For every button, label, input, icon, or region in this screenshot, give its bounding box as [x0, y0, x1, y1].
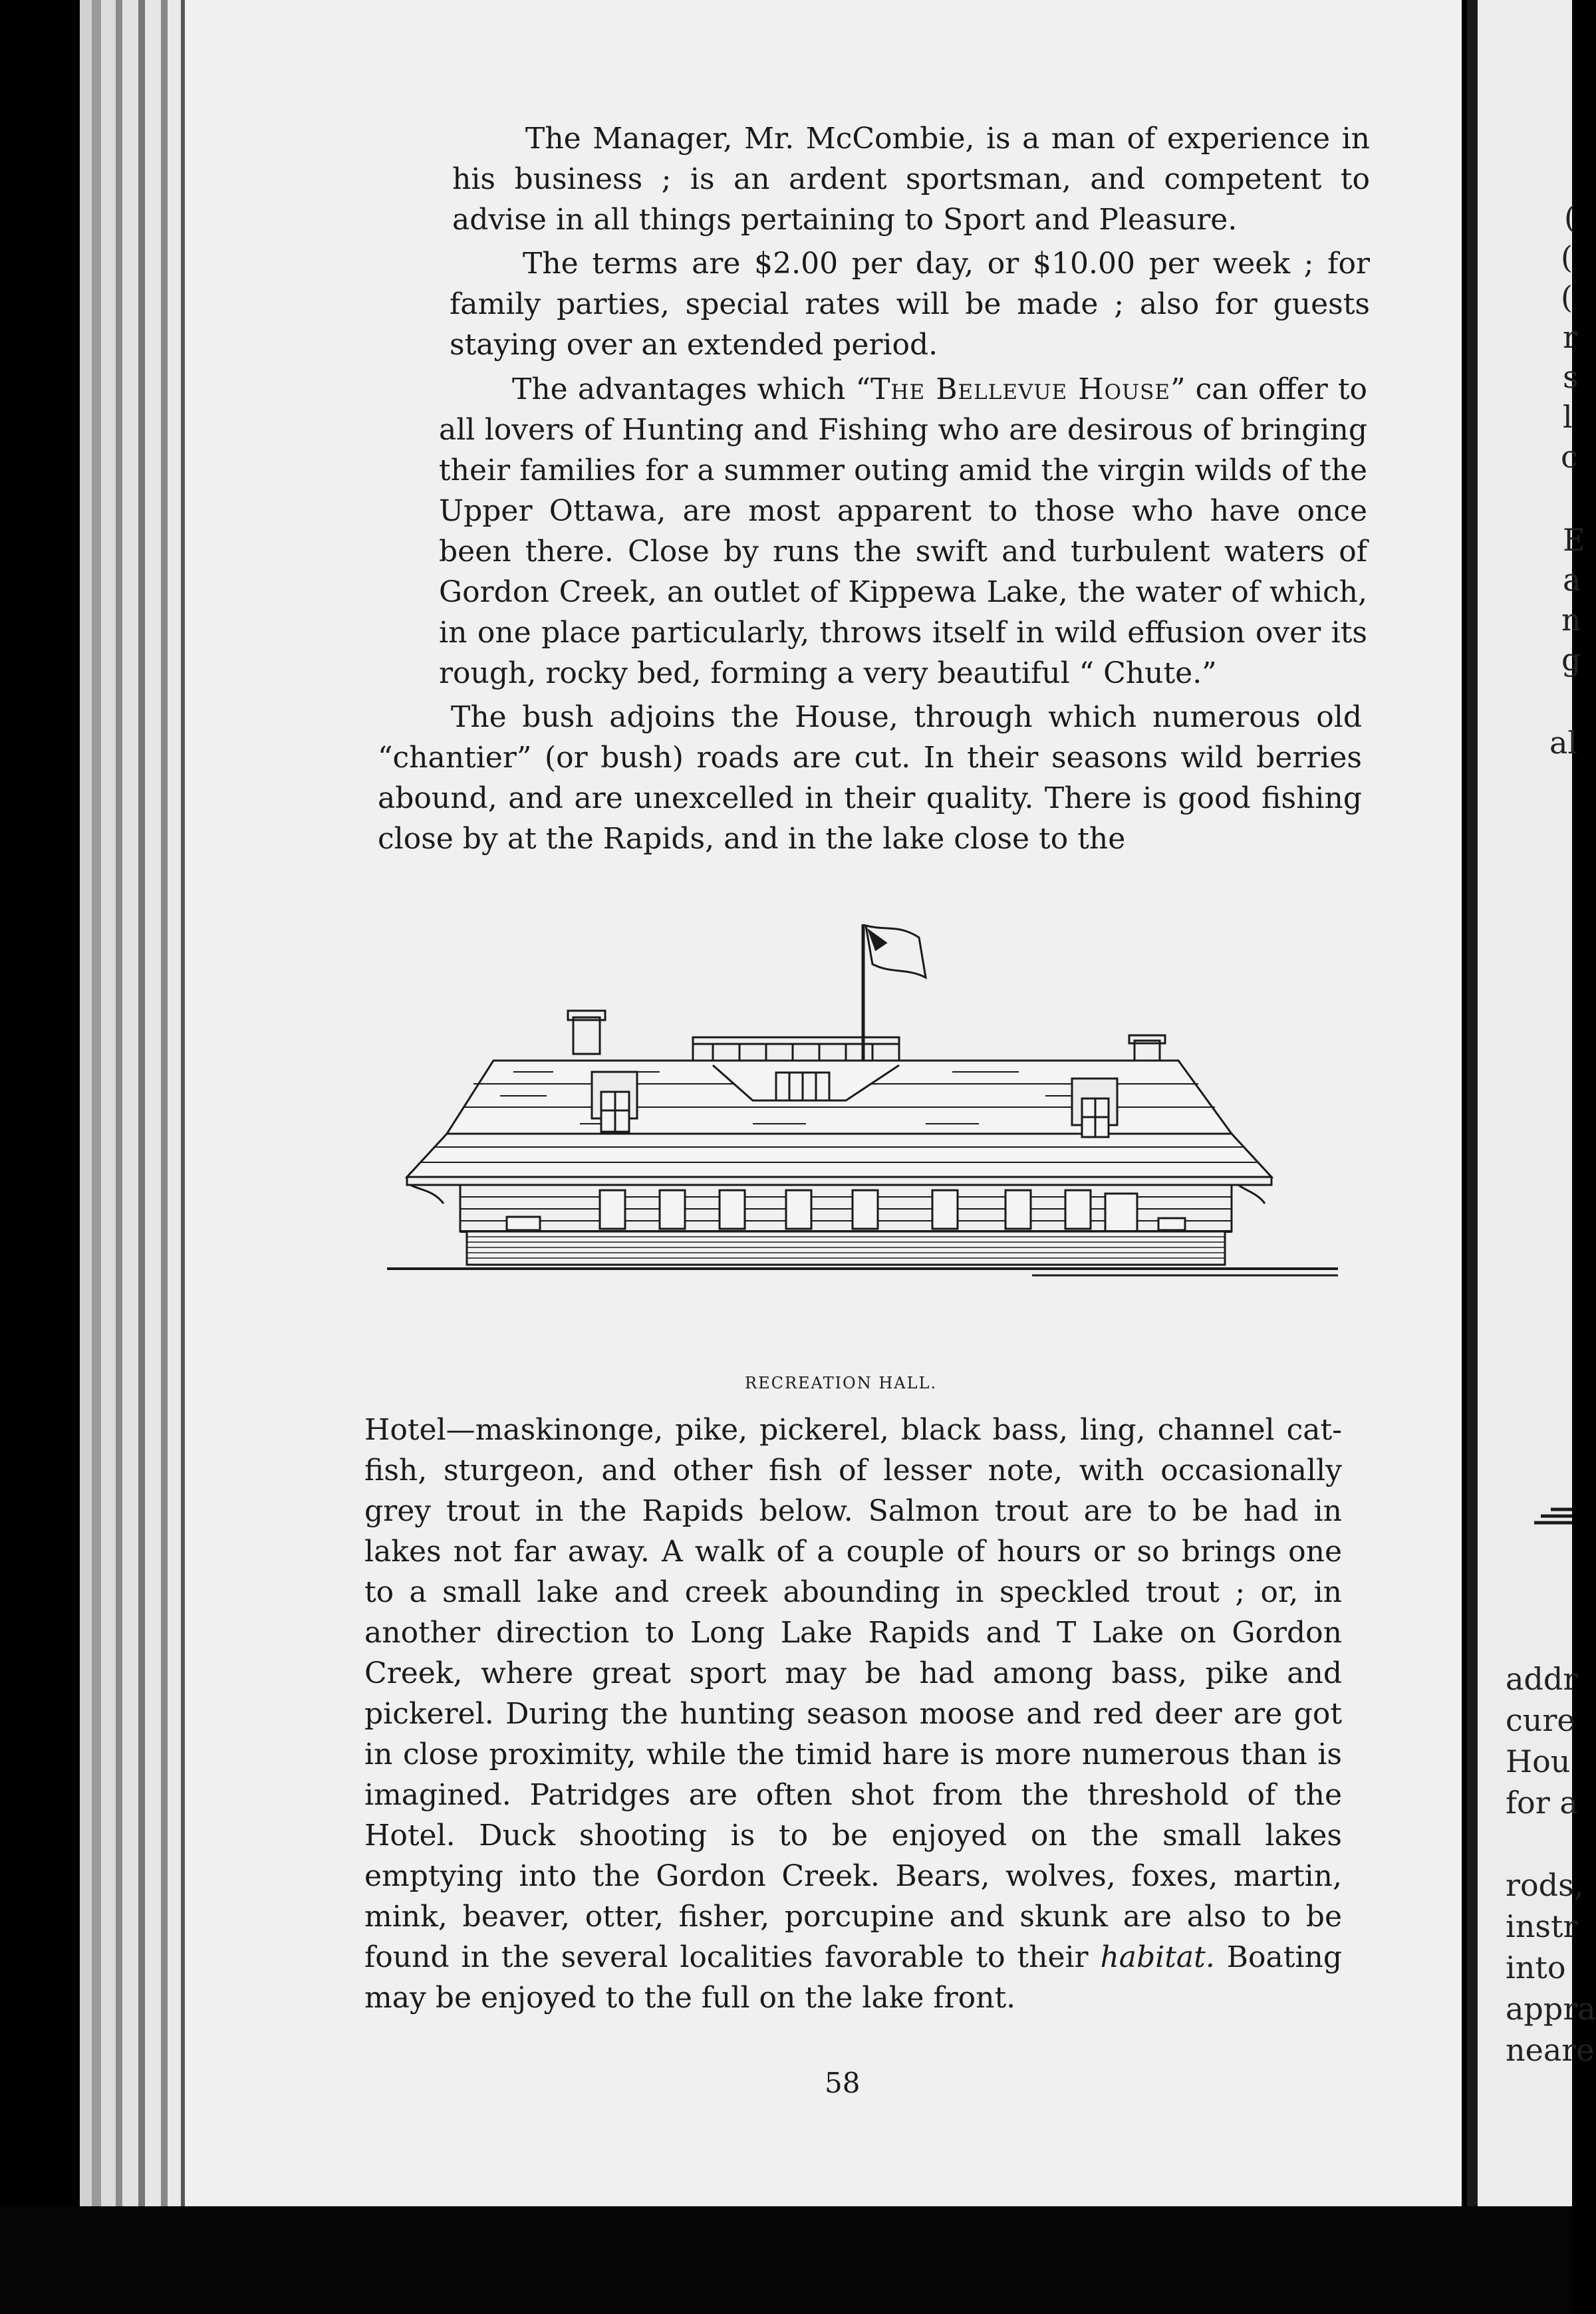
- page-number: 58: [825, 2067, 861, 2099]
- facing-fragment: for a: [1506, 1785, 1578, 1821]
- page-edge: [116, 0, 122, 2314]
- page-edge: [145, 0, 161, 2314]
- facing-fragment: E: [1563, 522, 1585, 558]
- facing-fragment: instr: [1506, 1908, 1578, 1944]
- paragraph-bush: The bush adjoins the House, through which numerous old “chantier” (or bush) roads are cut. In their seasons wild berries abound, and are unexcelled in their quality. There is good fishing close by at the Rapids, and in the lake close to the: [378, 700, 1362, 856]
- facing-fragment: n: [1561, 602, 1581, 638]
- gutter-shadow: [1467, 0, 1478, 2206]
- page-edge: [138, 0, 145, 2314]
- facing-fragment: rods,: [1506, 1867, 1584, 1903]
- facing-ornament: [1534, 1496, 1572, 1529]
- page-edge: [168, 0, 181, 2314]
- facing-fragment: c: [1561, 439, 1578, 475]
- facing-fragment: addr: [1506, 1661, 1578, 1697]
- paragraph-fishing-hunting: [364, 1410, 1342, 2018]
- facing-fragment: into: [1506, 1950, 1566, 1986]
- facing-fragment: a: [1563, 562, 1581, 598]
- continuation-text: Hotel—maskinonge, pike, pickerel, black bass, ling, channel cat-fish, sturgeon, and other fish of lesser note, with occasionally grey trout in the Rapids below. Salmon trout are to be had in lakes not far away. A walk of a couple of hours or so brings one to a small lake and creek abounding in speckled trout ; or, in another direction to Long Lake Rapids and T Lake on Gordon Creek, where great sport may be had among bass, pike and pickerel. During the hunting season moose and red deer are got in close proximity, while the timid hare is more numerous than is imagined. Patridges are often shot from the threshold of the Hotel. Duck shooting is to be enjoyed on the small lakes emptying into the Gordon Creek. Bears, wolves, foxes, martin, mink, beaver, otter, fisher, porcupine and skunk are also to be found in the several localities favorable to their: [364, 1413, 1342, 1974]
- facing-fragment: (: [1561, 239, 1573, 275]
- advantages-text-start: The advantages which “: [512, 372, 871, 406]
- scan-bottom-border: [0, 2206, 1572, 2314]
- advantages-text-end: ” can offer to all lovers of Hunting and Fishing who are desirous of bringing their families for a summer outing amid the virgin wilds of the Upper Ottawa, are most apparent to those who have once been there. Close by runs the swift and turbulent waters of Gordon Creek, an outlet of Kippewa Lake, the water of which, in one place particularly, throws itself in wild effusion over its rough, rocky bed, forming a very beautiful “ Chute.”: [439, 372, 1367, 690]
- italic-habitat: habitat.: [1100, 1940, 1215, 1974]
- continuation-end: Boating may be enjoyed to the full on the lake front.: [364, 1940, 1342, 2015]
- facing-fragment: Hou: [1506, 1743, 1571, 1779]
- facing-fragment: (: [1561, 279, 1573, 315]
- page-edge: [80, 0, 92, 2314]
- facing-fragment: g: [1561, 642, 1581, 678]
- paragraph-manager: The Manager, Mr. McCombie, is a man of experience in his business ; is an ardent sportsman, and competent to advise in all things pertaining to Sport and Pleasure.: [452, 122, 1370, 237]
- facing-fragment: neare: [1506, 2032, 1595, 2068]
- facing-fragment: r: [1563, 319, 1577, 355]
- facing-page: [1478, 0, 1596, 2206]
- page-edge: [122, 0, 138, 2314]
- facing-fragment: al: [1549, 725, 1578, 761]
- facing-fragment: s: [1563, 359, 1579, 395]
- facing-fragment: appra: [1506, 1991, 1596, 2027]
- facing-fragment: (: [1564, 199, 1576, 235]
- facing-fragment: cure: [1506, 1702, 1575, 1738]
- hotel-name: The Bellevue House: [870, 372, 1170, 406]
- paragraph-advantages: [439, 369, 1367, 694]
- page-edge: [101, 0, 116, 2314]
- page-edge: [161, 0, 168, 2314]
- facing-fragment: l: [1563, 399, 1573, 435]
- illustration-caption: RECREATION HALL.: [745, 1374, 938, 1392]
- page-edge: [92, 0, 101, 2314]
- paragraph-terms: The terms are $2.00 per day, or $10.00 per week ; for family parties, special rates will be made ; also for guests staying over an extended period.: [450, 247, 1370, 362]
- recreation-hall-illustration: [380, 911, 1345, 1363]
